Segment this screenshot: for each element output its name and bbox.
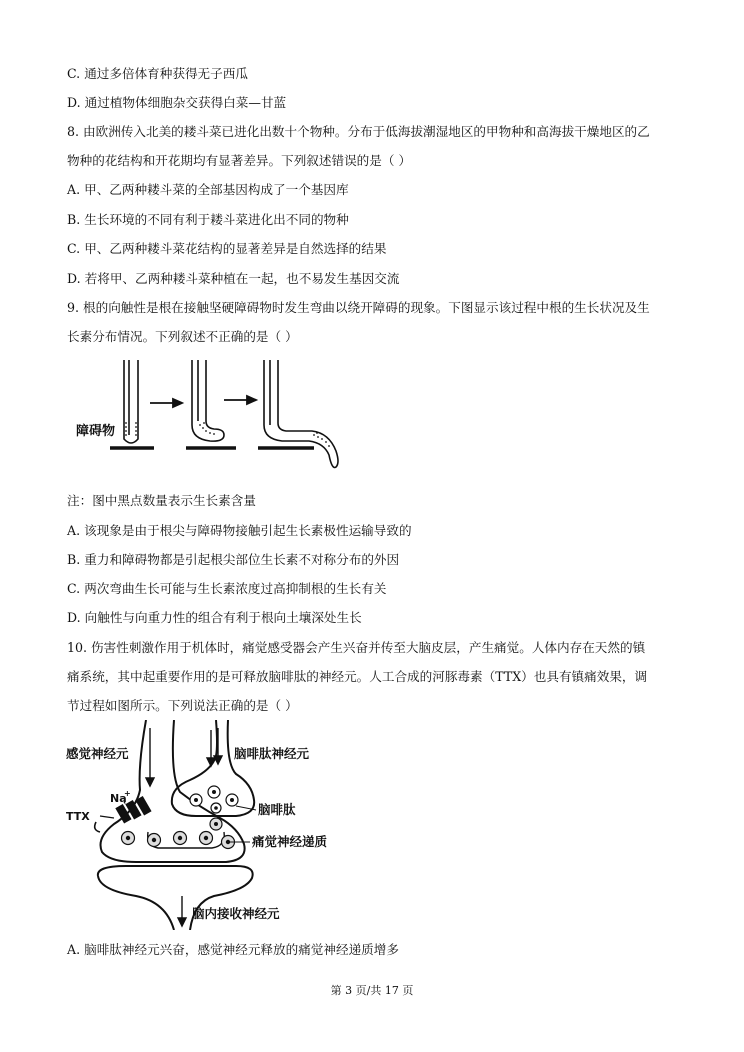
enkephalin-neuron-label: 脑啡肽神经元: [234, 746, 310, 761]
na-superscript: +: [124, 789, 131, 798]
question-8-stem: 物种的花结构和开花期均有显著差异。下列叙述错误的是（ ）: [67, 153, 412, 168]
question-10-stem: 10. 伤害性刺激作用于机体时，痛觉感受器会产生兴奋并传至大脑皮层，产生痛觉。人体内存在天然的镇: [67, 640, 646, 655]
option-a: A. 该现象是由于根尖与障碍物接触引起生长素极性运输导致的: [67, 523, 412, 538]
transmitter-label: 痛觉神经递质: [252, 834, 328, 849]
option-d: D. 若将甲、乙两种耧斗菜种植在一起，也不易发生基因交流: [67, 271, 400, 286]
option-b: B. 生长环境的不同有利于耧斗菜进化出不同的物种: [67, 212, 349, 227]
question-9-stem: 长素分布情况。下列叙述不正确的是（ ）: [67, 329, 298, 344]
sensory-neuron-label: 感觉神经元: [66, 746, 129, 761]
option-a: A. 甲、乙两种耧斗菜的全部基因构成了一个基因库: [67, 182, 349, 197]
na-label: Na: [110, 792, 127, 805]
transmitter-vesicles: [122, 818, 235, 849]
page-footer: 第 3 页/共 17 页: [330, 984, 414, 997]
root-growth-figure: [74, 355, 349, 475]
question-10-stem: 节过程如图所示。下列说法正确的是（ ）: [67, 698, 298, 713]
root-stage-3: [264, 360, 338, 468]
option-d: D. 向触性与向重力性的组合有利于根向土壤深处生长: [67, 610, 362, 625]
arrow-icon: [150, 396, 256, 407]
question-8-stem: 8. 由欧洲传入北美的耧斗菜已进化出数十个物种。分布于低海拔潮湿地区的甲物种和高海拔干燥地区的乙: [67, 124, 650, 139]
figure-note: 注：图中黑点数量表示生长素含量: [67, 493, 256, 508]
option-c: C. 甲、乙两种耧斗菜花结构的显著差异是自然选择的结果: [67, 241, 387, 256]
obstacle-label: 障碍物: [76, 424, 116, 439]
option-b: B. 重力和障碍物都是引起根尖部位生长素不对称分布的外因: [67, 552, 400, 567]
neuron-diagram: [66, 720, 346, 930]
auxin-dots: [125, 422, 137, 436]
question-9-stem: 9. 根的向触性是根在接触坚硬障碍物时发生弯曲以绕开障碍的现象。下图显示该过程中根的生长状况及生: [67, 300, 650, 315]
root-stage-2: [192, 360, 224, 441]
text-line: C. 通过多倍体育种获得无子西瓜: [67, 66, 248, 81]
option-a: A. 脑啡肽神经元兴奋，感觉神经元释放的痛觉神经递质增多: [67, 942, 399, 957]
ttx-label: TTX: [66, 810, 90, 823]
question-10-stem: 痛系统，其中起重要作用的是可释放脑啡肽的神经元。人工合成的河豚毒素（TTX）也具有镇痛效果，调: [67, 669, 648, 684]
option-c: C. 两次弯曲生长可能与生长素浓度过高抑制根的生长有关: [67, 581, 387, 596]
text-line: D. 通过植物体细胞杂交获得白菜—甘蓝: [67, 95, 287, 110]
enkephalin-label: 脑啡肽: [258, 802, 296, 817]
receiving-neuron-label: 脑内接收神经元: [192, 906, 280, 921]
enkephalin-neuron: [172, 720, 254, 816]
